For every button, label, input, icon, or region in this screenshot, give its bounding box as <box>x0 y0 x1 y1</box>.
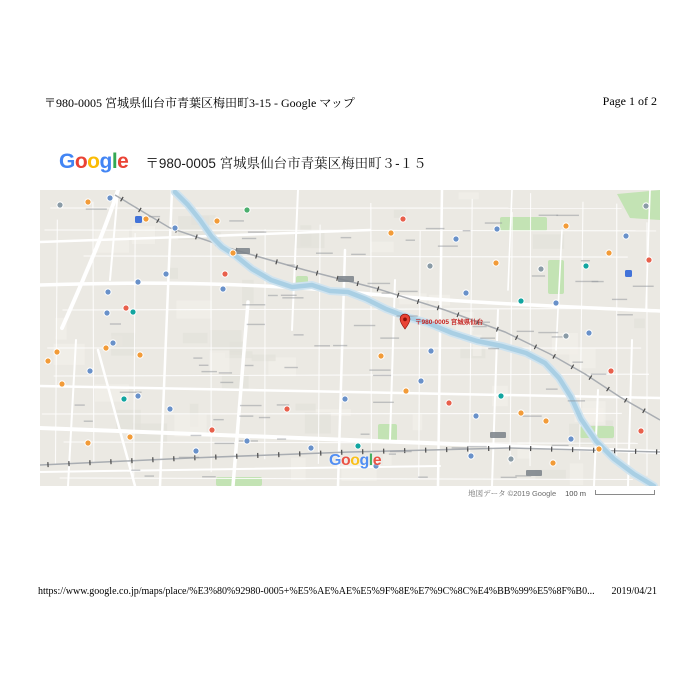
subway-icon <box>625 270 632 277</box>
map-attribution-row <box>40 487 655 499</box>
subway-icon <box>135 216 142 223</box>
maps-search-header <box>59 150 427 172</box>
map-scale-label: 100 m <box>565 488 586 498</box>
map-attribution: 地図データ ©2019 Google <box>468 488 557 498</box>
print-footer-url: https://www.google.co.jp/maps/place/%E3%80%92980-0005+%E5%AE%AE%E5%9F%8E%E7%9C%8C%E4%BB%99%E5%8F%B0... <box>38 586 595 597</box>
print-page-indicator: Page 1 of 2 <box>602 94 657 108</box>
print-footer-date: 2019/04/21 <box>611 586 657 597</box>
destination-pin-label: 〒980-0005 宮城県仙台 <box>415 319 484 326</box>
print-header-title: 〒980-0005 宮城県仙台市青葉区梅田町3-15 - Google マップ <box>44 96 355 110</box>
map-canvas <box>40 190 660 486</box>
google-map-watermark: Google <box>329 452 382 469</box>
google-logo: Google <box>59 149 129 173</box>
search-query-text: 〒980-0005 宮城県仙台市青葉区梅田町３-１５ <box>145 156 427 171</box>
print-header <box>44 94 657 111</box>
print-footer <box>38 586 657 597</box>
map-scale-bar <box>595 490 655 495</box>
